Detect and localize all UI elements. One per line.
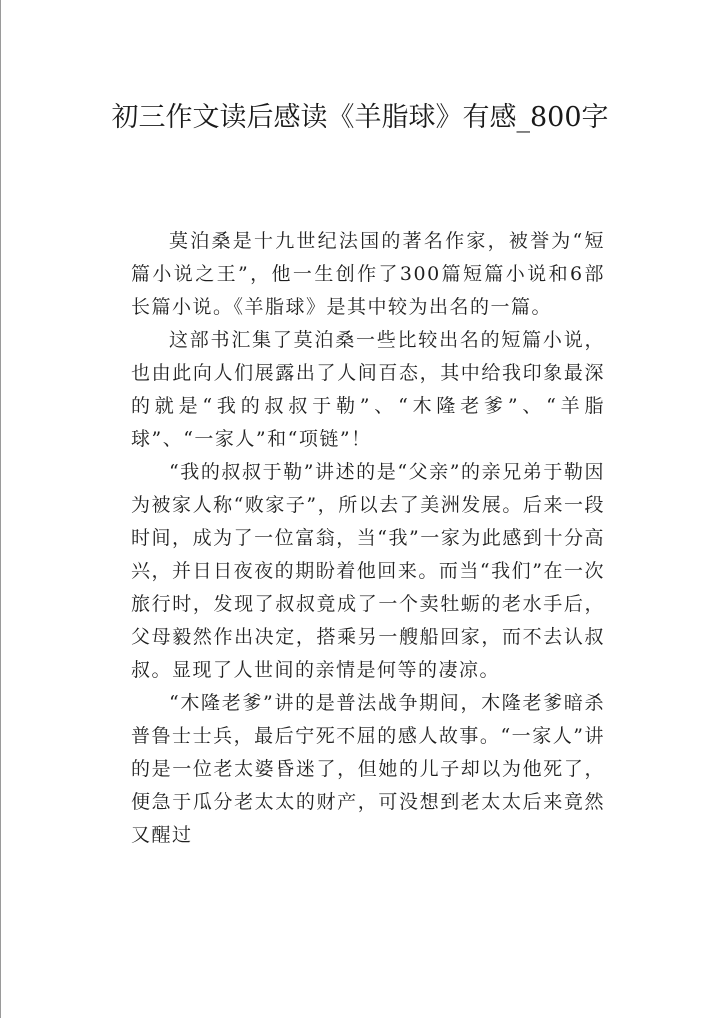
document-title: 初三作文读后感读《羊脂球》有感_800字: [111, 102, 609, 133]
paragraph-2: 这部书汇集了莫泊桑一些比较出名的短篇小说，也由此向人们展露出了人间百态，其中给我印象最深的就是“我的叔叔于勒”、“木隆老爹”、“羊脂球”、“一家人”和“项链”！: [131, 329, 605, 450]
page-left-border: [0, 0, 1, 1018]
paragraph-3: “我的叔叔于勒”讲述的是“父亲”的亲兄弟于勒因为被家人称“败家子”，所以去了美洲发展。后来一段时间，成为了一位富翁，当“我”一家为此感到十分高兴，并日日夜夜的期盼着他回来。而当“我们”在一次旅行时，发现了叔叔竟成了一个卖牡蛎的老水手后，父母毅然作出决定，搭乘另一艘船回家，而不去认叔叔。显现了人世间的亲情是何等的凄凉。: [131, 461, 605, 681]
paragraph-4: “木隆老爹”讲的是普法战争期间，木隆老爹暗杀普鲁士士兵，最后宁死不屈的感人故事。“一家人”讲的是一位老太婆昏迷了，但她的儿子却以为他死了，便急于瓜分老太太的财产，可没想到老太太后来竟然又醒过: [131, 692, 605, 846]
paragraph-1: 莫泊桑是十九世纪法国的著名作家，被誉为“短篇小说之王”，他一生创作了300篇短篇小说和6部长篇小说。《羊脂球》是其中较为出名的一篇。: [131, 230, 605, 318]
document-body: [131, 225, 605, 852]
